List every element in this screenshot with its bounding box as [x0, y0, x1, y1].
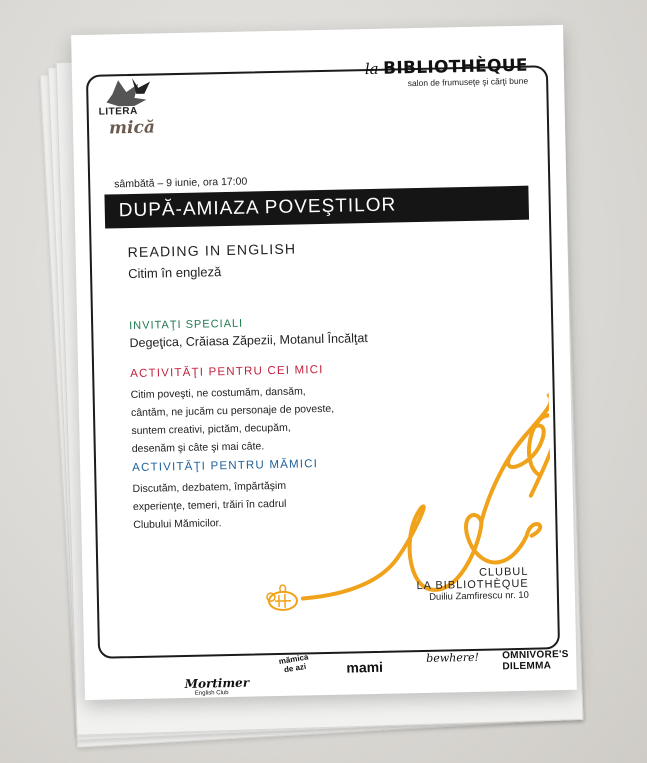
sponsor-omnivore: OMNIVORE'S DILEMMA	[502, 648, 569, 673]
sponsor-bewhere: bewhere!	[426, 650, 480, 665]
club-line2: LA BIBLIOTHÈQUE	[416, 577, 529, 593]
sponsor-mami: mami	[346, 658, 384, 676]
reading-heading: READING IN ENGLISH	[127, 240, 297, 261]
club-address: Duiliu Zamfirescu nr. 10	[429, 589, 530, 603]
text-line: desenăm şi câte şi mai câte.	[131, 440, 265, 456]
text-line: experienţe, temeri, trăiri în cadrul	[132, 497, 287, 514]
sponsor-mamica: mămica de azi	[278, 652, 310, 675]
text-line: Clubului Mămicilor.	[133, 517, 222, 532]
brand-tagline: salon de frumuseţe şi cărţi bune	[407, 75, 529, 89]
guests-heading: INVITAŢI SPECIALI	[129, 317, 244, 333]
kids-activities-heading: ACTIVITĂŢI PENTRU CEI MICI	[130, 364, 324, 381]
text-line: suntem creativi, pictăm, decupăm,	[131, 421, 291, 438]
brand-name: BIBLIOTHÈQUE	[382, 55, 529, 79]
flyer	[71, 25, 577, 700]
guests-list: Degeţica, Crăiasa Zăpezii, Motanul Încălţat	[129, 331, 368, 351]
text-line: cântăm, ne jucăm cu personaje de poveste,	[130, 402, 335, 420]
bee-icon	[267, 585, 298, 610]
club-info	[416, 566, 529, 603]
event-date: sâmbătă – 9 iunie, ora 17:00	[114, 175, 248, 191]
text-line: Citim poveşti, ne costumăm, dansăm,	[130, 385, 306, 402]
sponsor-mortimer-sub: English Club	[194, 690, 229, 697]
brand-la: la	[364, 59, 379, 79]
club-line1: CLUBUL	[478, 565, 529, 579]
reading-subheading: Citim în engleză	[127, 264, 222, 282]
sponsor-mortimer: Mortimer	[184, 675, 250, 691]
moms-activities-heading: ACTIVITĂŢI PENTRU MĂMICI	[132, 458, 319, 475]
litera-logo-text: LITERA	[98, 105, 138, 118]
sponsor-logos	[184, 637, 569, 697]
bibliotheque-logo	[365, 56, 529, 89]
litera-mica-text: mică	[108, 117, 156, 139]
event-title: DUPĂ-AMIAZA POVEŞTILOR	[104, 186, 529, 229]
text-line: Discutăm, dezbatem, împărtăşim	[132, 479, 287, 496]
